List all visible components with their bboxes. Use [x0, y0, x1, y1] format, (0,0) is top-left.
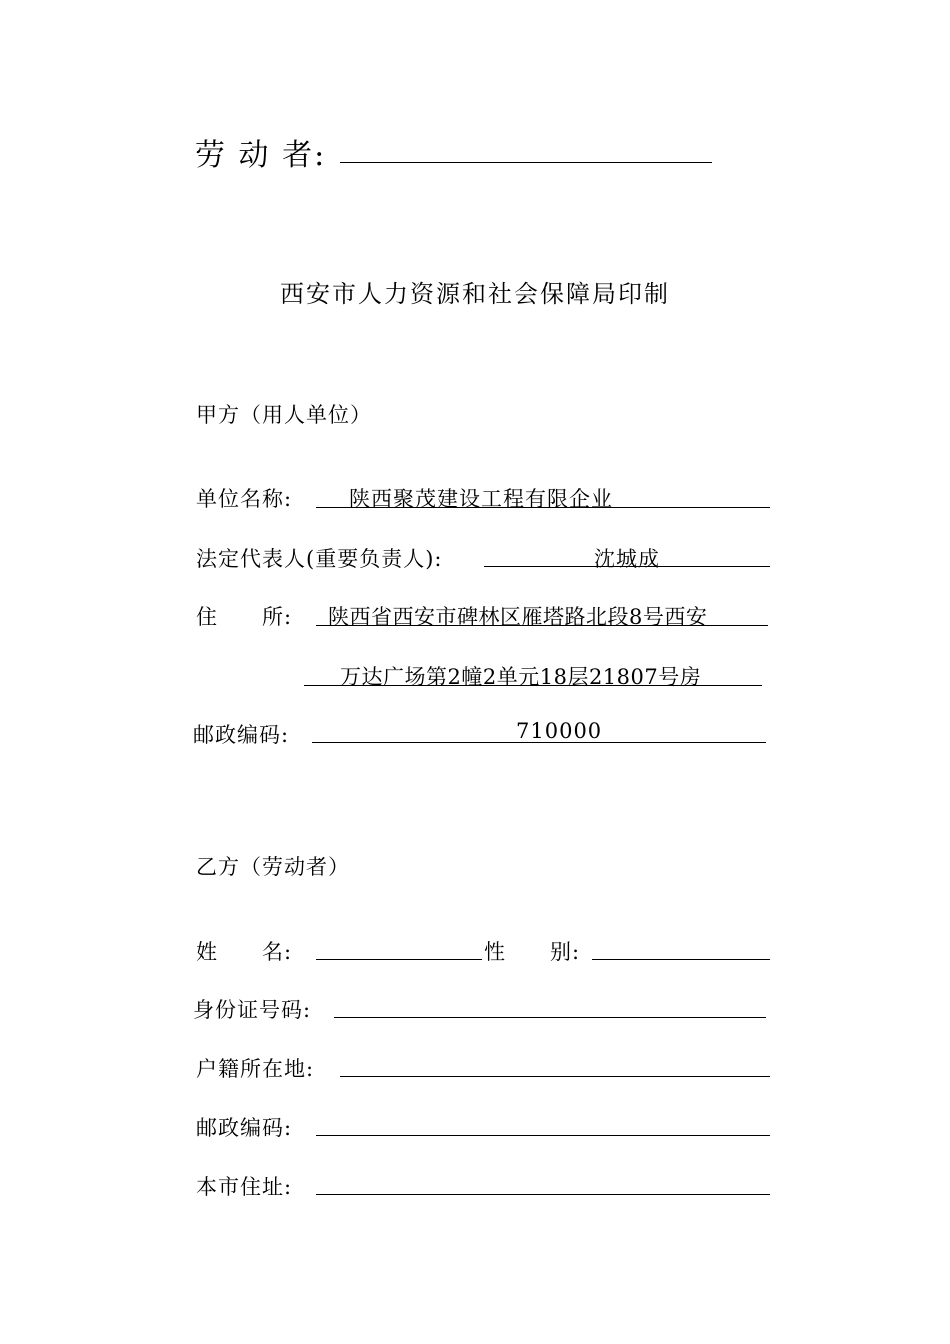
name-field-b[interactable] [316, 959, 482, 960]
local-address-label: 本市住址: [196, 1175, 293, 1199]
legal-rep-label: 法定代表人(重要负责人): [196, 547, 443, 571]
address-line-1: 陕西省西安市碑林区雁塔路北段8号西安 [328, 605, 708, 629]
worker-name-field[interactable] [340, 162, 712, 163]
zip-field-a[interactable] [312, 742, 766, 743]
worker-label: 劳 动 者: [195, 138, 327, 173]
zip-field-b[interactable] [316, 1135, 770, 1136]
gender-field[interactable] [592, 959, 770, 960]
address-label: 住 所: [196, 605, 293, 629]
address-field-1[interactable] [316, 625, 768, 626]
id-number-label: 身份证号码: [193, 998, 312, 1022]
party-b-heading: 乙方（劳动者） [196, 855, 350, 879]
id-number-field[interactable] [334, 1017, 766, 1018]
gender-label: 性 别: [484, 940, 581, 964]
address-line-2: 万达广场第2幢2单元18层21807号房 [340, 665, 702, 689]
hukou-label: 户籍所在地: [196, 1057, 315, 1081]
legal-rep-field[interactable] [484, 566, 770, 567]
company-name-value: 陕西聚茂建设工程有限企业 [349, 487, 613, 511]
zip-label-b: 邮政编码: [196, 1116, 293, 1140]
address-field-2[interactable] [304, 685, 762, 686]
local-address-field[interactable] [316, 1194, 770, 1195]
zip-value-a: 710000 [516, 719, 603, 743]
hukou-field[interactable] [340, 1076, 770, 1077]
zip-label-a: 邮政编码: [193, 723, 290, 747]
legal-rep-value: 沈城成 [594, 547, 660, 571]
company-name-label: 单位名称: [196, 487, 293, 511]
name-label-b: 姓 名: [196, 940, 293, 964]
party-a-heading: 甲方（用人单位） [196, 403, 372, 427]
publisher-line: 西安市人力资源和社会保障局印制 [280, 280, 670, 308]
company-name-field[interactable] [316, 507, 770, 508]
